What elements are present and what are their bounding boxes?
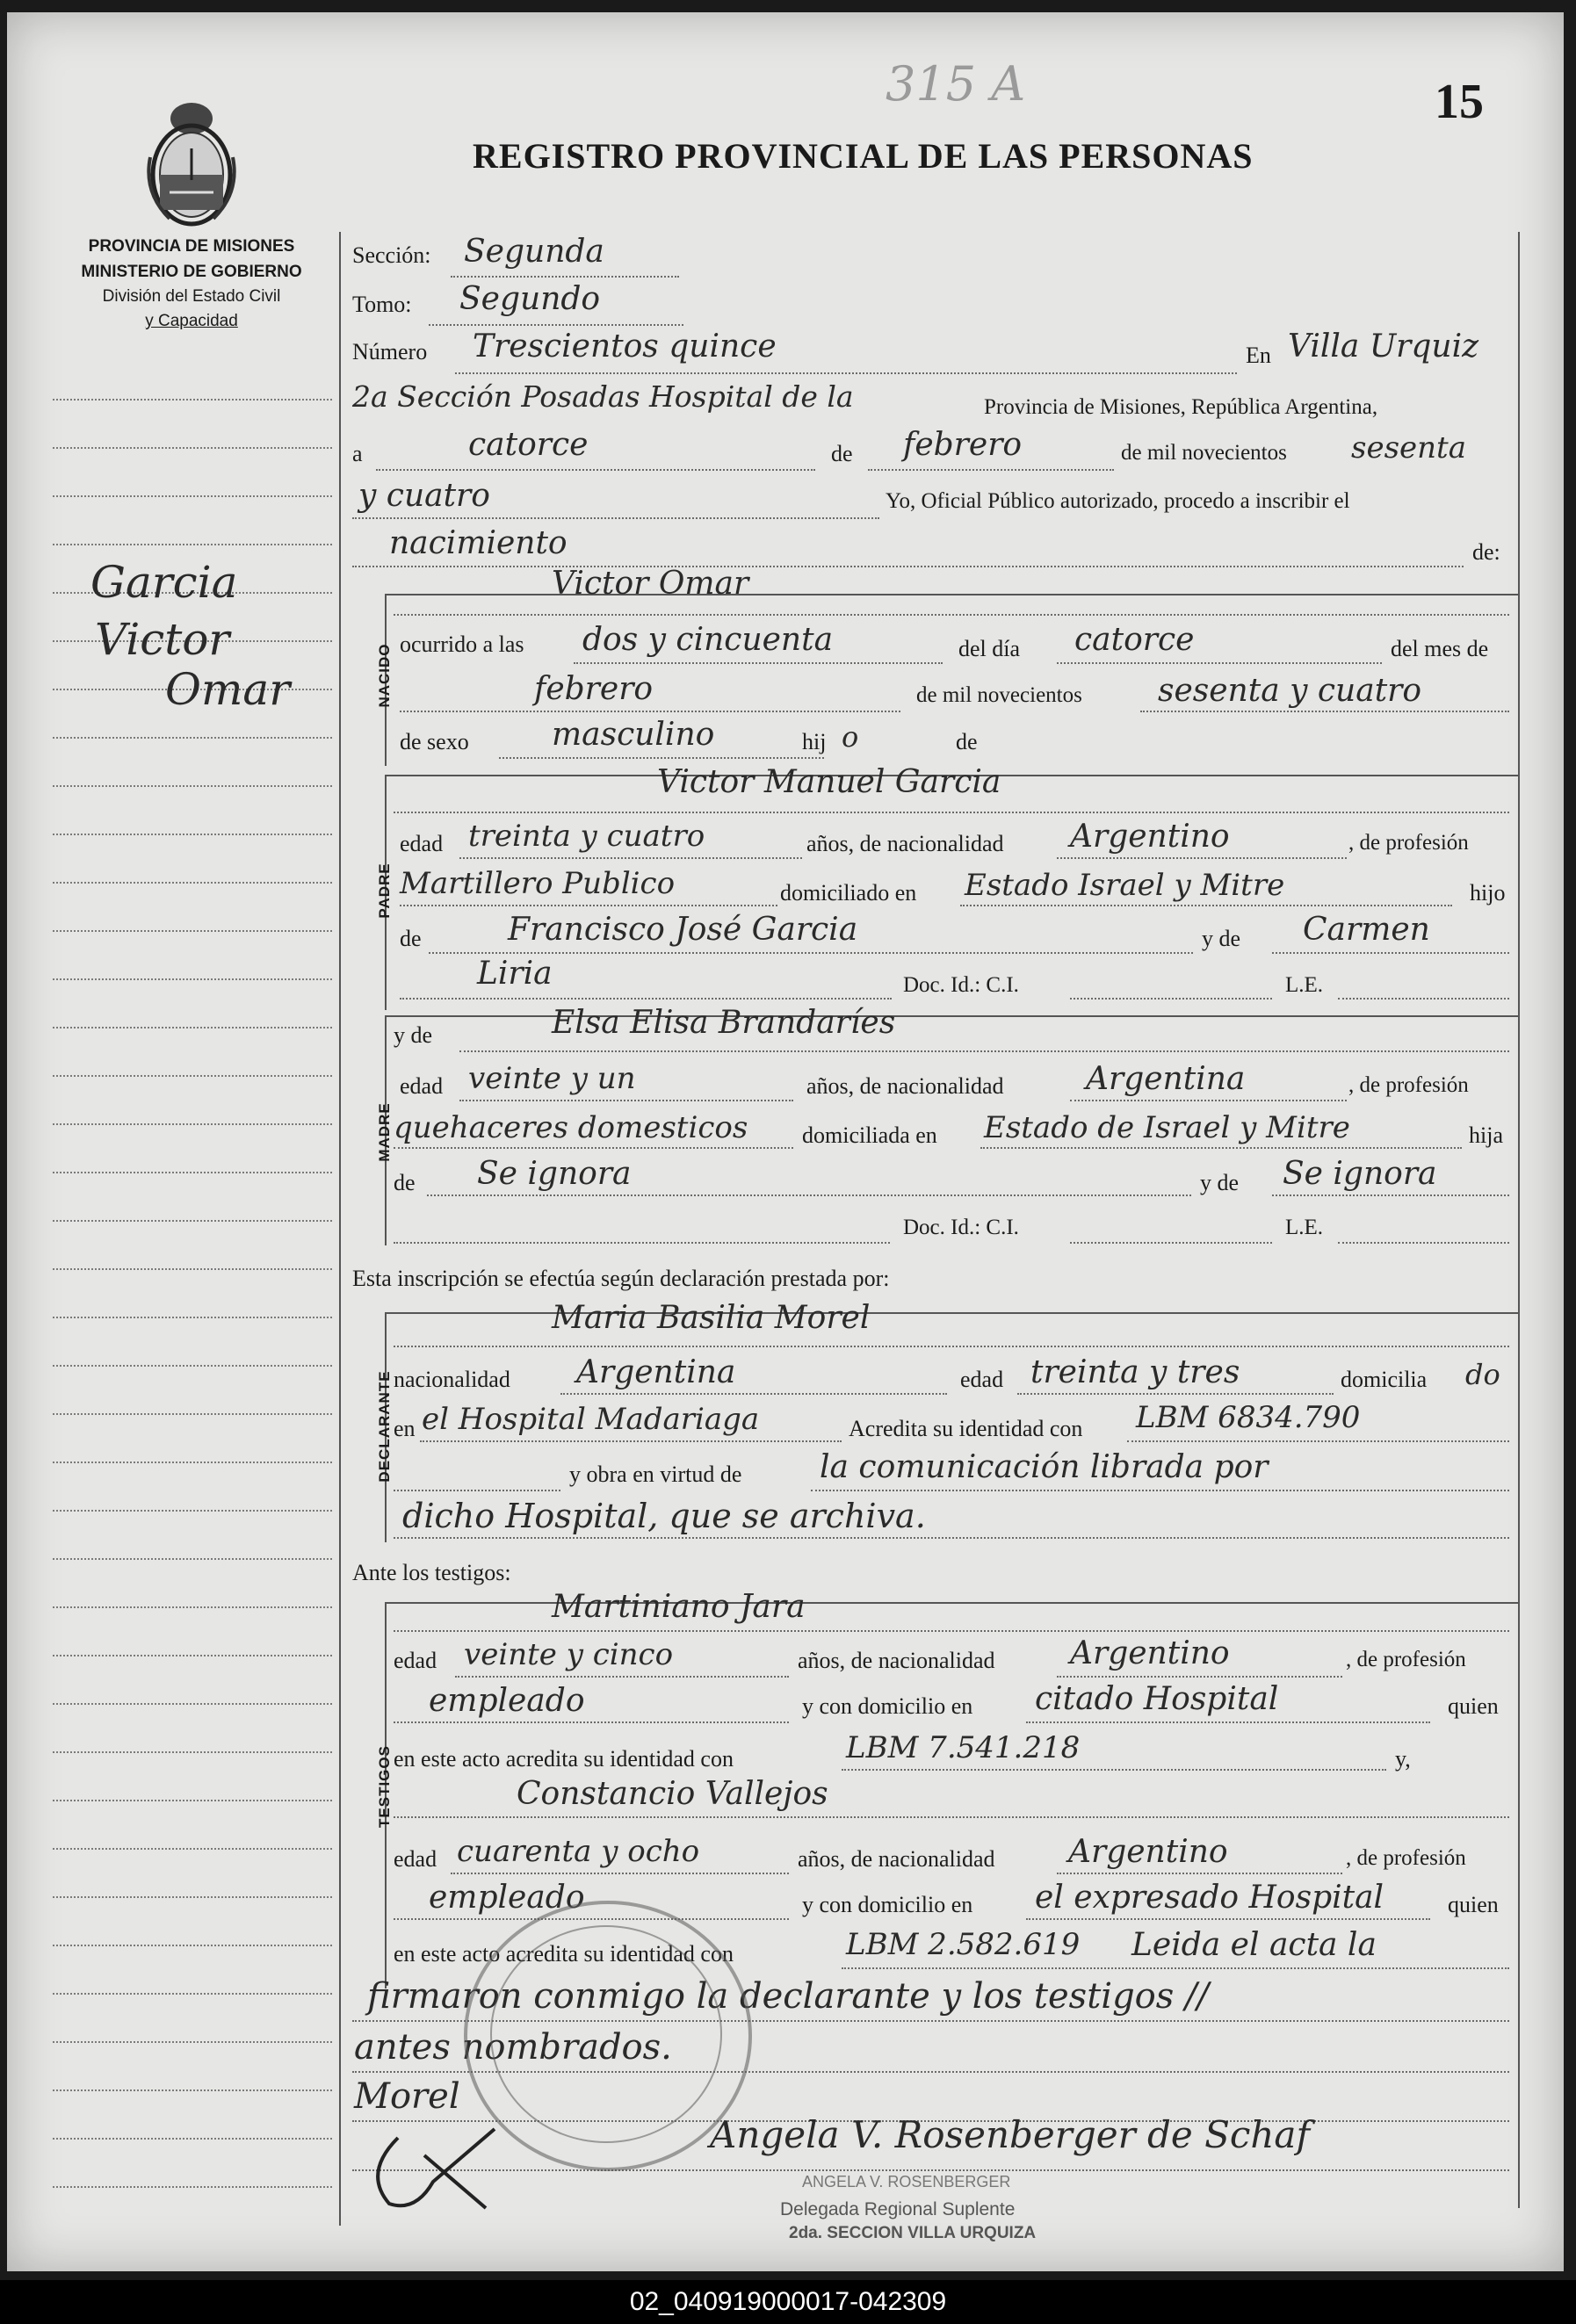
right-border [1518,232,1520,2208]
del-dia-label: del día [958,636,1021,661]
sexo-value: masculino [552,717,715,753]
testigo-1-profesion-value: empleado [429,1683,585,1719]
declarante-acredita-label: Acredita su identidad con [849,1416,1083,1441]
signature-declarante: Morel [354,2076,460,2117]
declarante-en-label: en [394,1416,416,1441]
declarante-edad-label: edad [960,1367,1004,1392]
declarante-dom-suffix: do [1465,1358,1500,1391]
testigo-2-edad-value: cuarenta y ocho [457,1834,700,1869]
coat-of-arms-icon [143,96,240,236]
madre-prof-label: , de profesión [1348,1073,1469,1097]
madre-profesion-value: quehaceres domesticos [394,1110,748,1145]
testigo-2-documento-value: LBM 2.582.619 [846,1927,1081,1962]
declarante-obra-label: y obra en virtud de [569,1462,742,1487]
nacido-mes-value: febrero [534,671,654,707]
testigo-1-nombre: Martiniano Jara [552,1589,806,1625]
madre-edad-value: veinte y un [468,1061,636,1096]
madre-section-label: MADRE [376,1102,393,1162]
madre-dom-label: domiciliada en [802,1122,937,1148]
hijo-de-label: de [956,729,978,754]
dia-value: catorce [468,427,589,463]
declarante-virtud-1: la comunicación librada por [820,1449,1269,1485]
closing-line-2: antes nombrados. [354,2027,672,2068]
declarante-section-label: DECLARANTE [376,1370,393,1483]
de-label: de [831,441,853,466]
padre-nac-label: años, de nacionalidad [806,831,1004,856]
madre-le-label: L.E. [1285,1216,1324,1239]
madre-nac-label: años, de nacionalidad [806,1073,1004,1099]
en-value: Villa Urquiz [1288,328,1479,364]
gov-division: División del Estado Civil [102,287,281,306]
numero-value: Trescientos quince [473,328,777,364]
anio-value-1: sesenta [1351,430,1466,466]
testigo-2-dom-label: y con domicilio en [802,1892,973,1917]
hora-value: dos y cincuenta [582,622,834,658]
madre-domicilio-value: Estado de Israel y Mitre [984,1110,1350,1145]
testigo-2-nacionalidad-value: Argentino [1068,1834,1228,1870]
testigo-1-nac-label: años, de nacionalidad [798,1648,995,1673]
acto-value: nacimiento [389,525,568,561]
tomo-value: Segundo [459,281,601,317]
madre-padre-de-value: Se ignora [477,1156,632,1192]
padre-nacionalidad-value: Argentino [1070,819,1230,855]
oficial-text: Yo, Oficial Público autorizado, procedo a inscribir el [886,489,1350,513]
madre-madre-de-value: Se ignora [1283,1156,1437,1192]
gov-province: PROVINCIA DE MISIONES [88,237,295,256]
testigo-1-edad-label: edad [394,1648,437,1673]
madre-y-de-label-2: y de [1200,1170,1240,1195]
padre-section-label: PADRE [376,862,393,919]
province-text: Provincia de Misiones, República Argentina, [984,395,1378,419]
padre-le-label: L.E. [1285,973,1324,997]
testigo-2-acredita-label: en este acto acredita su identidad con [394,1941,734,1967]
testigo-2-quien: quien [1448,1892,1499,1917]
stamp-officer-title: Delegada Regional Suplente [780,2199,1016,2219]
declarante-nombre: Maria Basilia Morel [552,1300,871,1336]
government-header [42,234,341,334]
padre-nombre: Victor Manuel Garcia [657,764,1001,800]
gov-ministry: MINISTERIO DE GOBIERNO [81,263,302,281]
testigos-intro: Ante los testigos: [352,1560,511,1585]
testigo-2-profesion-value: empleado [429,1880,585,1916]
testigo-2-nac-label: años, de nacionalidad [798,1846,995,1872]
testigo-1-prof-label: , de profesión [1346,1648,1466,1671]
sexo-label: de sexo [400,729,469,754]
madre-y-de-label: y de [394,1022,433,1048]
testigo-1-dom-label: y con domicilio en [802,1693,973,1719]
madre-de-label: de [394,1170,416,1195]
testigo-1-y: y, [1395,1746,1411,1772]
mil-label: de mil novecientos [1121,441,1287,465]
declarante-domicilio-value: el Hospital Madariaga [422,1402,760,1437]
testigo-1-nacionalidad-value: Argentino [1070,1635,1230,1671]
tomo-label: Tomo: [352,292,412,317]
page-number: 15 [1435,75,1484,129]
file-id: 02_040919000017-042309 [629,2287,947,2316]
margin-surname: Garcia [90,557,238,608]
nacido-section-label: NACIDO [376,643,393,708]
gov-capacity: y Capacidad [145,312,238,330]
madre-edad-label: edad [400,1073,444,1099]
anio-value-2: y cuatro [358,478,490,514]
seccion-value: Segunda [464,234,604,270]
official-stamp-inner [490,1925,722,2143]
testigo-1-edad-value: veinte y cinco [464,1637,674,1672]
pencil-note: 315 A [886,56,1026,112]
testigos-section-label: TESTIGOS [376,1745,393,1828]
declarante-edad-value: treinta y tres [1030,1354,1240,1390]
madre-nombre: Elsa Elisa Brandaríes [552,1005,896,1041]
location-value: 2a Sección Posadas Hospital de la [352,379,854,414]
padre-madre-de-value-2: Liria [477,956,553,992]
hijo-label: hij [802,729,827,754]
nacido-anio-value: sesenta y cuatro [1158,673,1422,709]
closing-line-1: firmaron conmigo la declarante y los testigos // [367,1976,1209,2017]
del-mes-label: del mes de [1391,636,1489,661]
margin-divider [339,232,341,2226]
declarante-nac-label: nacionalidad [394,1367,510,1392]
en-label: En [1246,343,1271,368]
numero-label: Número [352,339,428,364]
padre-y-de-label: y de [1202,926,1241,951]
padre-dom-label: domiciliado en [780,880,917,906]
padre-edad-value: treinta y cuatro [468,819,705,854]
de-colon-label: de: [1472,539,1500,565]
declarante-intro: Esta inscripción se efectúa según declaración prestada por: [352,1266,890,1291]
padre-de-label: de [400,926,422,951]
stamp-section: 2da. SECCION VILLA URQUIZA [789,2224,1037,2242]
testigo-1-documento-value: LBM 7.541.218 [846,1730,1081,1765]
padre-hijo-label: hijo [1470,880,1506,906]
declarante-documento-value: LBM 6834.790 [1136,1400,1361,1435]
testigo-2-nombre: Constancio Vallejos [517,1776,828,1812]
padre-edad-label: edad [400,831,444,856]
declarante-dom-label: domicilia [1341,1367,1428,1392]
padre-madre-de-value-1: Carmen [1303,912,1430,948]
testigo-2-edad-label: edad [394,1846,437,1872]
seccion-label: Sección: [352,242,431,268]
padre-padre-de-value: Francisco José Garcia [508,912,858,948]
madre-nacionalidad-value: Argentina [1086,1061,1246,1097]
margin-middle-name: Omar [165,664,291,715]
testigo-1-quien: quien [1448,1693,1499,1719]
declarante-virtud-2: dicho Hospital, que se archiva. [402,1497,926,1535]
nacido-dia-value: catorce [1074,622,1195,658]
testigo-2-prof-label: , de profesión [1346,1846,1466,1870]
hijo-suffix: o [842,720,859,754]
signature-mark-icon [363,2120,512,2217]
padre-prof-label: , de profesión [1348,831,1469,855]
testigo-1-domicilio-value: citado Hospital [1035,1681,1279,1717]
signature-officer: Angela V. Rosenberger de Schaf [710,2113,1311,2156]
ocurrido-label: ocurrido a las [400,632,524,657]
testigo-2-domicilio-value: el expresado Hospital [1035,1880,1384,1916]
padre-doc-label: Doc. Id.: C.I. [903,973,1019,997]
leida-text: Leida el acta la [1131,1927,1377,1963]
mes-value: febrero [903,427,1023,463]
margin-first-name: Victor [95,614,230,665]
padre-profesion-value: Martillero Publico [400,866,676,901]
testigo-1-acredita-label: en este acto acredita su identidad con [394,1746,734,1772]
page-title: REGISTRO PROVINCIAL DE LAS PERSONAS [473,136,1254,176]
padre-domicilio-value: Estado Israel y Mitre [965,868,1285,903]
declarante-nacionalidad-value: Argentina [576,1354,736,1390]
a-label: a [352,441,363,466]
register-page [7,12,1564,2271]
nacido-nombre: Victor Omar [552,566,749,602]
madre-hija-label: hija [1469,1122,1503,1148]
stamp-officer-name: ANGELA V. ROSENBERGER [802,2173,1011,2190]
nacido-mil-label: de mil novecientos [916,683,1082,707]
madre-doc-label: Doc. Id.: C.I. [903,1216,1019,1239]
